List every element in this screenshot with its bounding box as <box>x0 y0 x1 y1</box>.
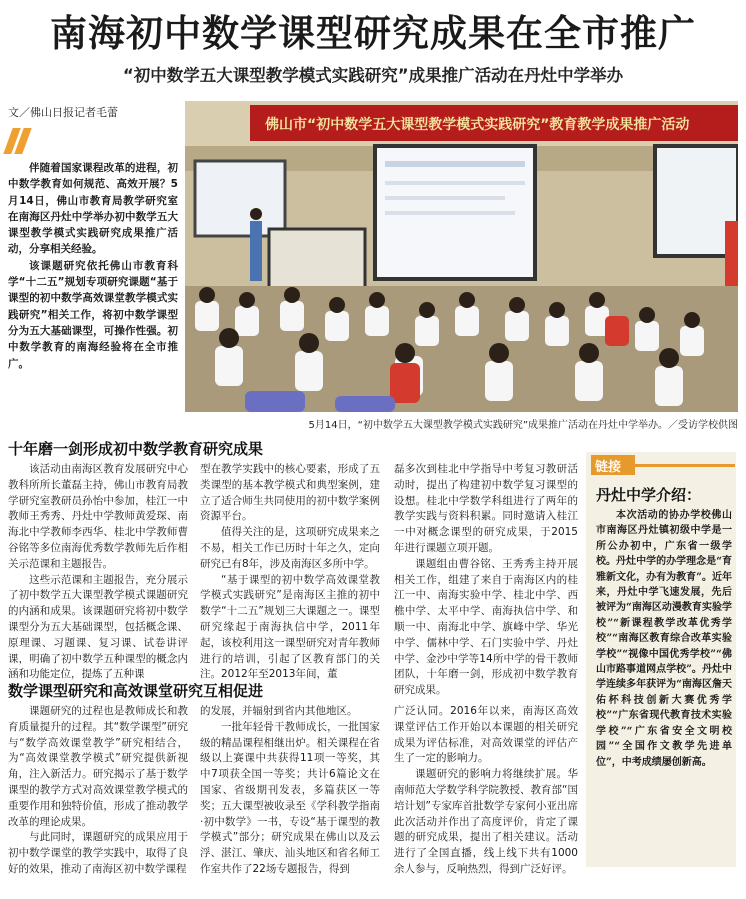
paragraph: 的发展，并辐射到省内其他地区。 <box>200 705 358 717</box>
photo-banner-text: 佛山市“初中数学五大课型教学模式实践研究”教育教学成果推广活动 <box>265 117 690 133</box>
tag-label: 链接 <box>595 460 622 475</box>
section1-column-2 <box>200 462 380 683</box>
sidebar-text <box>596 508 732 770</box>
subheadline: “初中数学五大课型教学模式实践研究”成果推广活动在丹灶中学举办 <box>122 66 624 85</box>
classroom-photo-illustration <box>185 101 738 412</box>
paragraph: 课题组由曹谷铭、王秀秀主持开展相关工作，组建了来自于南海区内的桂江一中、南海实验中学、桂北中学、西樵中学、太平中学、南海执信中学、和顺一中、南海北中学、旗峰中学、华光中学、儒林中学、石门实验中学、丹灶中学、金沙中学等14所中学的骨干教师团队，十年磨一剑，形成初中数学教育研究成果。 <box>394 557 578 697</box>
paragraph: 值得关注的是，这项研究成果来之不易，相关工作已历时十年之久，定向研究已有8年，涉及南海区多所中学。 <box>200 526 380 570</box>
section-title: 数学课型研究和高效课堂研究互相促进 <box>8 682 264 700</box>
lead-paragraph: 该课题研究依托佛山市教育科学“十二五”规划专项研究课题“基于课型的初中数学高效课堂教学模式实践研究”相关工作，将初中数学课型分为五大基础课型，可操作性强。初中数学教育的南海经验将在全市推广。 <box>8 259 178 370</box>
paragraph: 课题研究的过程也是教师成长和教育质量提升的过程。其“数学课型”研究与“数学高效课堂教学”研究相结合，为“高效课堂教学模式”研究提供新视角，注入新活力。研究揭示了基于数学课型的教学方式对高效课堂教学模式的重要作用和独特价值，形成了推动教学改革的理论成果。 <box>8 705 188 828</box>
paragraph: 该活动由南海区教育发展研究中心教科所所长董磊主持，佛山市教育局教学研究室教研员孙怡中参加，桂江一中教师王秀秀、丹灶中学教师黄爱琛、南海北中学教师李西华、桂北中学教师曹谷铭等多位南海优秀数学教师先后作相关示范课和主题报告。 <box>8 463 188 570</box>
paragraph: 广泛认同。2016年以来，南海区高效课堂评估工作开始以本课题的相关研究成果为评估标准，对高效课堂的评估产生了一定的影响力。 <box>394 705 578 765</box>
section1-column-1 <box>8 462 188 683</box>
paragraph: 型在教学实践中的核心要素，形成了五类课型的基本教学模式和典型案例，建立了适合师生共同使用的初中数学案例资源平台。 <box>200 463 380 523</box>
section1-column-3 <box>394 462 578 699</box>
paragraph: 一批年轻骨干教师成长，一批国家级的精品课程相继出炉。相关课程在省级以上赛课中共获得11项一等奖，其中7项获全国一等奖；共计6篇论文在国家、省级期刊发表，多篇获区一等奖；五大课型被收录至《学科教学指南·初中数学》一书，专设“基于课型的教学模式”部分；研究成果在佛山以及云浮、湛江、肇庆、汕头地区和省名师工作室共作了22场专题报告，得到 <box>200 720 380 875</box>
section2-column-1 <box>8 704 188 878</box>
paragraph: 这些示范课和主题报告，充分展示了初中数学五大课型教学模式课题研究的内涵和成果。该课题研究将初中数学课型分为五大基础课型，包括概念课、原理课、习题课、复习课、试卷讲评课，明确了初中数学五种课型的概念内涵和功能定位，提炼了五种课 <box>8 573 188 681</box>
paragraph: 与此同时，课题研究的成果应用于初中数学课堂的教学实践中，取得了良好的效果，推动了南海区初中数学课程 <box>8 831 188 875</box>
section2-column-2 <box>200 704 380 878</box>
sidebar-paragraph: 本次活动的协办学校佛山市南海区丹灶镇初级中学是一所公办初中，广东省一级学校。丹灶中学的办学理念是“育雅新文化，办有为教育”。近年来，丹灶中学飞速发展，先后被评为“南海区动漫教育实验学校”“新课程教学改革优秀学校”“南海区教育综合改革实验学校”“视像中国优秀学校”“佛山市路事道网点学校”。丹灶中学连续多年获评为“南海区詹天佑杯科技创新大赛优秀学校”“广东省现代教育技术实验学校”“广东省安全文明校园”“全国作文教学先进单位”，中考成绩屡创新高。 <box>596 510 732 768</box>
link-tag <box>591 455 667 475</box>
section-title: 十年磨一剑形成初中数学教育研究成果 <box>8 440 264 458</box>
byline: 文／佛山日报记者毛蕾 <box>8 106 118 119</box>
paragraph: 课题研究的影响力将继续扩展。华南师范大学数学科学院教授、教育部“国培计划”专家库首批数学专家何小亚出席此次活动并作出了高度评价，肯定了课题的研究成果，提出了相关建议。活动进行了全国直播，线上线下共有1000余人参与，反响热烈，得到广泛好评。 <box>394 768 578 875</box>
event-photo <box>185 101 738 412</box>
sidebar-title: 丹灶中学介绍： <box>596 486 702 504</box>
tag-rule <box>635 464 735 467</box>
lead-paragraph: 伴随着国家课程改革的进程，初中数学教育如何规范、高效开展？5月14日，佛山市教育局教学研究室在南海区丹灶中学举办初中数学五大课型教学模式实践研究成果推广活动，分享相关经验。 <box>8 162 178 256</box>
orange-slash-icon <box>8 128 42 154</box>
lead-text <box>8 160 178 372</box>
paragraph: 磊多次到桂北中学指导中考复习教研活动时，提出了构建初中数学复习课型的设想。桂北中学数学科组进行了两年的教学实践与资料积累。同时邀请入桂江一中对概念课型的研究成果，于2015年进行课题立项开题。 <box>394 463 578 554</box>
photo-caption: 5月14日，“初中数学五大课型教学模式实践研究”成果推广活动在丹灶中学举办。／受访学校供图 <box>308 420 738 431</box>
paragraph: “基于课型的初中数学高效课堂教学模式实践研究”是南海区主推的初中数学“十二五”规划三大课题之一。课型研究缘起于南海执信中学，2011年起，该校利用这一课型研究对青年教师进行的培训，引起了区教育部门的关注。2012年至2013年间，董 <box>200 573 380 681</box>
headline: 南海初中数学课型研究成果在全市推广 <box>50 12 696 55</box>
section2-column-3 <box>394 704 578 878</box>
